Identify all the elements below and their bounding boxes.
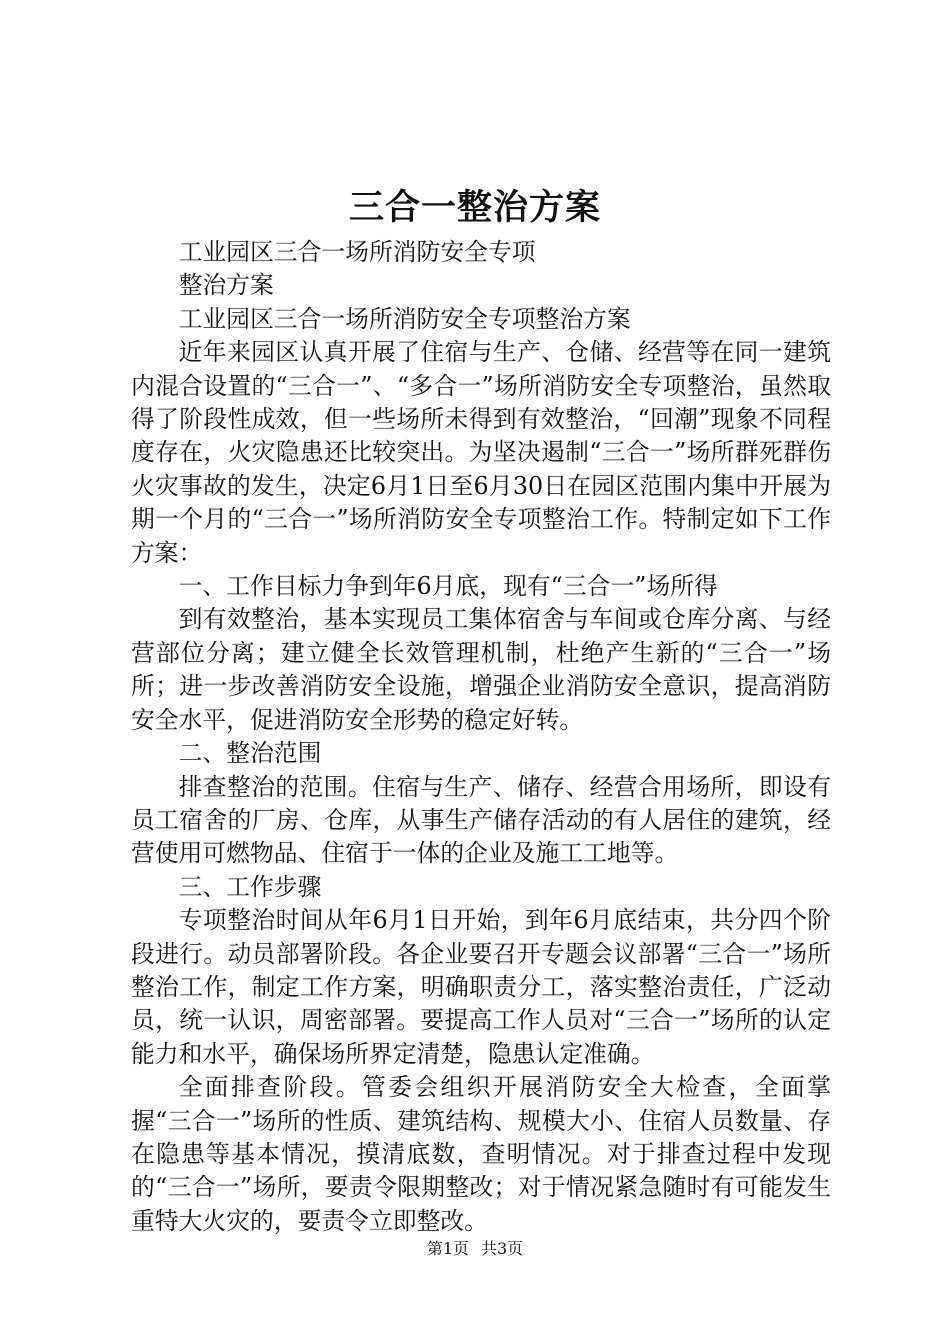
section-heading-goals: 一、工作目标力争到年6月底，现有“三合一”场所得 bbox=[178, 572, 718, 601]
section-heading-steps: 三、工作步骤 bbox=[178, 872, 322, 901]
document-body bbox=[131, 236, 831, 1238]
paragraph-steps: 专项整治时间从年6月1日开始，到年6月底结束，共分四个阶段进行。动员部署阶段。各企业要召开专题会议部署“三合一”场所整治工作，制定工作方案，明确职责分工，落实整治责任，广泛动员，统一认识，周密部署。要提高工作人员对“三合一”场所的认定能力和水平，确保场所界定清楚，隐患认定准确。 bbox=[131, 906, 831, 1068]
section-heading-scope: 二、整治范围 bbox=[178, 739, 322, 768]
page-total: 共3页 bbox=[481, 1239, 524, 1258]
paragraph-intro: 近年来园区认真开展了住宿与生产、仓储、经营等在同一建筑内混合设置的“三合一”、“多合一”场所消防安全专项整治，虽然取得了阶段性成效，但一些场所未得到有效整治，“回潮”现象不同程度存在，火灾隐患还比较突出。为坚决遏制“三合一”场所群死群伤火灾事故的发生，决定6月1日至6月30日在园区范围内集中开展为期一个月的“三合一”场所消防安全专项整治工作。特制定如下工作方案： bbox=[131, 338, 831, 567]
paragraph-scope: 排查整治的范围。住宿与生产、储存、经营合用场所，即设有员工宿舍的厂房、仓库，从事生产储存活动的有人居住的建筑，经营使用可燃物品、住宿于一体的企业及施工工地等。 bbox=[131, 772, 831, 868]
paragraph-heading-line-1: 工业园区三合一场所消防安全专项 bbox=[178, 238, 536, 266]
paragraph-heading-line-2: 整治方案 bbox=[178, 271, 274, 300]
page-footer bbox=[0, 1238, 950, 1260]
page-number: 第1页 bbox=[426, 1239, 469, 1258]
paragraph-subtitle: 工业园区三合一场所消防安全专项整治方案 bbox=[178, 304, 631, 333]
document-title: 三合一整治方案 bbox=[348, 187, 601, 228]
paragraph-goals: 到有效整治，基本实现员工集体宿舍与车间或仓库分离、与经营部位分离；建立健全长效管理机制，杜绝产生新的“三合一”场所；进一步改善消防安全设施，增强企业消防安全意识，提高消防安全水平，促进消防安全形势的稳定好转。 bbox=[131, 605, 831, 734]
paragraph-inspection: 全面排查阶段。管委会组织开展消防安全大检查，全面掌握“三合一”场所的性质、建筑结构、规模大小、住宿人员数量、存在隐患等基本情况，摸清底数，查明情况。对于排查过程中发现的“三合一”场所，要责令限期整改；对于情况紧急随时有可能发生重特大火灾的，要责令立即整改。 bbox=[131, 1073, 831, 1235]
